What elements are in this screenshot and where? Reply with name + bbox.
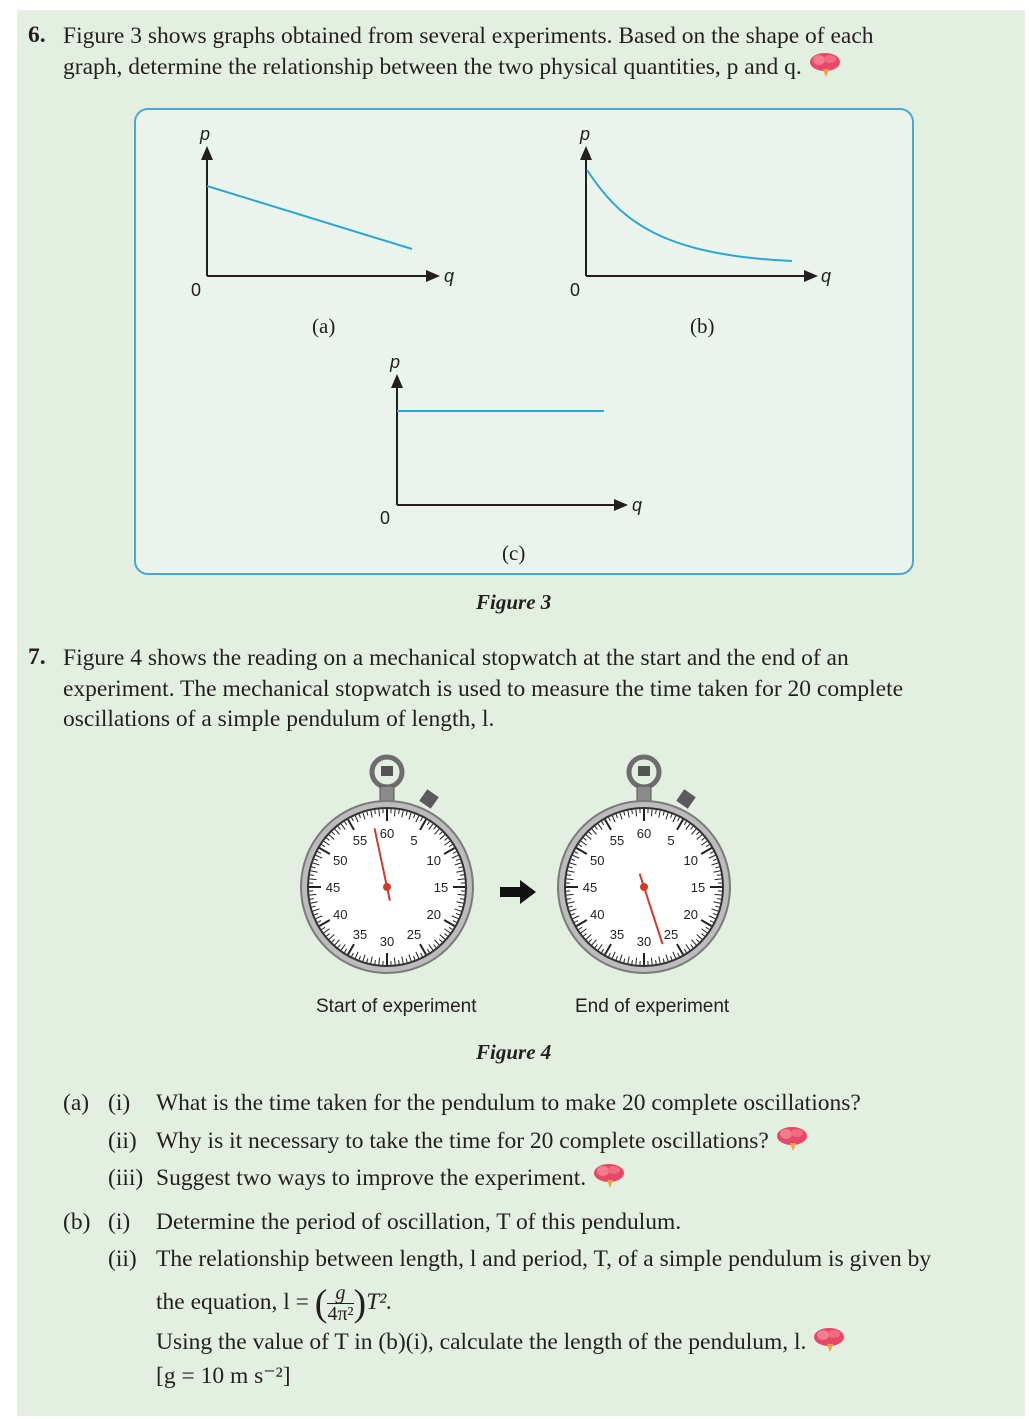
stopwatch-start-tick xyxy=(460,875,464,876)
stopwatch-end-dial-number: 60 xyxy=(636,826,652,841)
equation-prefix: the equation, l = xyxy=(156,1288,309,1315)
stopwatch-start-tick xyxy=(310,875,314,876)
stopwatch-start-dial-number: 10 xyxy=(426,853,441,868)
stopwatch-end-tick xyxy=(567,875,571,876)
graph-c-q-label: q xyxy=(632,495,643,515)
stopwatch-end-dial-number: 40 xyxy=(590,907,605,922)
figure-4-caption: Figure 4 xyxy=(476,1040,552,1064)
stopwatch-end-side-button xyxy=(676,789,695,808)
stopwatch-start-dial-number: 30 xyxy=(379,934,395,949)
graph-c-origin: 0 xyxy=(380,508,391,528)
graph-a-origin: 0 xyxy=(191,280,202,300)
graph-a-y-arrow xyxy=(201,146,213,160)
graph-a-sublabel: (a) xyxy=(312,314,336,338)
q7-b-ii-label: (ii) xyxy=(108,1246,137,1272)
stopwatch-end-dial-number: 55 xyxy=(609,833,625,849)
stopwatch-start-dial-number: 25 xyxy=(406,926,422,942)
q7-a-ii-row xyxy=(156,1126,809,1156)
stopwatch-start-tick xyxy=(375,810,376,814)
q7-b-ii-given: [g = 10 m s⁻²] xyxy=(156,1363,291,1389)
figure-3-caption: Figure 3 xyxy=(476,590,552,614)
stopwatch-start-dial-number: 60 xyxy=(379,826,395,841)
graph-a-q-label: q xyxy=(444,266,455,286)
stopwatch-end-tick xyxy=(717,875,721,876)
stopwatch-start-hub xyxy=(383,883,391,891)
stopwatch-end-crown-cap xyxy=(638,766,650,776)
stopwatch-start xyxy=(296,752,486,988)
q7-number: 7. xyxy=(28,644,46,670)
q6-number: 6. xyxy=(28,22,46,48)
stopwatch-end-dial-number: 10 xyxy=(683,853,698,868)
graph-b xyxy=(580,146,818,282)
graph-b-curve xyxy=(587,170,792,261)
stopwatch-end-tick xyxy=(567,899,571,900)
stopwatch-start-label: Start of experiment xyxy=(316,996,477,1017)
graph-a-x-arrow xyxy=(426,270,440,282)
graph-c xyxy=(391,374,628,511)
brain-icon xyxy=(812,1327,846,1353)
stopwatch-start-dial-number: 5 xyxy=(410,833,418,849)
stopwatch-start-dial-number: 55 xyxy=(352,833,368,849)
stopwatch-end-dial-number: 35 xyxy=(609,926,625,942)
graph-b-sublabel: (b) xyxy=(690,314,715,338)
right-arrow-icon xyxy=(500,880,536,904)
stopwatch-end-tick xyxy=(656,810,657,814)
stopwatch-start-dial-number: 20 xyxy=(426,907,441,922)
graph-c-x-arrow xyxy=(614,499,628,511)
stopwatch-end-dial-number: 20 xyxy=(683,907,698,922)
stopwatch-end-hub xyxy=(640,883,648,891)
q7-line1: Figure 4 shows the reading on a mechanical stopwatch at the start and the end of an xyxy=(63,645,849,671)
stopwatch-start-dial-number: 35 xyxy=(352,926,368,942)
graph-b-q-label: q xyxy=(821,266,832,286)
graph-b-p-label: p xyxy=(580,124,591,144)
stopwatch-end-tick xyxy=(632,810,633,814)
q7-a-iii-row xyxy=(156,1163,626,1193)
q7-b-ii-line3: Using the value of T in (b)(i), calculate the length of the pendulum, l. xyxy=(156,1329,807,1355)
graph-b-x-arrow xyxy=(804,270,818,282)
brain-icon xyxy=(592,1163,626,1189)
stopwatch-start-tick xyxy=(460,899,464,900)
brain-icon xyxy=(775,1126,809,1152)
graph-a xyxy=(201,146,440,282)
q7-b-i-text: Determine the period of oscillation, T of this pendulum. xyxy=(156,1209,682,1235)
stopwatch-start-dial-number: 40 xyxy=(333,907,348,922)
stopwatch-start-tick xyxy=(399,960,400,964)
q7-text xyxy=(63,643,1023,735)
equation-suffix: T². xyxy=(366,1288,393,1315)
q7-a-label: (a) xyxy=(63,1090,90,1116)
q7-a-iii-text: Suggest two ways to improve the experiment. xyxy=(156,1165,587,1191)
stopwatch-start-tick xyxy=(375,960,376,964)
stopwatch-end-tick xyxy=(656,960,657,964)
graph-c-y-arrow xyxy=(391,374,403,388)
stopwatch-end-dial-number: 25 xyxy=(663,926,679,942)
stopwatch-end-dial-number: 5 xyxy=(667,833,675,849)
paren-open: ( xyxy=(314,1282,328,1325)
graph-a-line xyxy=(207,186,412,249)
stopwatch-start-tick xyxy=(310,899,314,900)
q7-line3: oscillations of a simple pendulum of length, l. xyxy=(63,706,495,732)
q7-b-ii-line1: The relationship between length, l and period, T, of a simple pendulum is given by xyxy=(156,1246,932,1272)
stopwatch-end-dial-number: 15 xyxy=(690,880,706,895)
q7-a-ii-label: (ii) xyxy=(108,1128,137,1154)
graph-c-sublabel: (c) xyxy=(502,541,526,565)
fraction-denominator: 4π² xyxy=(327,1303,354,1325)
graph-c-p-label: p xyxy=(390,352,401,372)
graph-b-y-arrow xyxy=(580,146,592,160)
q7-a-i-label: (i) xyxy=(108,1090,131,1116)
stopwatch-start-dial-number: 15 xyxy=(433,880,449,895)
q7-a-ii-text: Why is it necessary to take the time for 20 complete oscillations? xyxy=(156,1128,769,1154)
q7-b-label: (b) xyxy=(63,1209,91,1235)
q6-line2-text: graph, determine the relationship between the two physical quantities, p and q. xyxy=(63,53,802,80)
fraction-numerator: g xyxy=(327,1283,353,1304)
stopwatch-end-dial-number: 50 xyxy=(590,853,605,868)
stopwatch-end-label: End of experiment xyxy=(575,996,730,1017)
stopwatch-start-dial-number: 50 xyxy=(333,853,348,868)
stopwatch-start-crown-cap xyxy=(381,766,393,776)
equation-fraction xyxy=(327,1283,353,1324)
stopwatch-end xyxy=(553,752,743,988)
figure-3-graphs xyxy=(0,0,1029,620)
stopwatch-start-side-button xyxy=(419,789,438,808)
graph-a-p-label: p xyxy=(200,124,211,144)
stopwatch-end-dial-number: 45 xyxy=(582,880,598,895)
paren-close: ) xyxy=(353,1282,367,1325)
stopwatch-end-dial-number: 30 xyxy=(636,934,652,949)
q7-b-ii-line3-row xyxy=(156,1327,846,1357)
q7-line2: experiment. The mechanical stopwatch is used to measure the time taken for 20 complete xyxy=(63,675,904,702)
stopwatch-end-tick xyxy=(717,899,721,900)
stopwatch-end-tick xyxy=(632,960,633,964)
q7-a-i-text: What is the time taken for the pendulum to make 20 complete oscillations? xyxy=(156,1090,861,1116)
q7-b-i-label: (i) xyxy=(108,1209,131,1235)
graph-b-origin: 0 xyxy=(570,280,581,300)
q7-a-iii-label: (iii) xyxy=(108,1165,144,1191)
stopwatch-start-tick xyxy=(399,810,400,814)
q6-line1: Figure 3 shows graphs obtained from several experiments. Based on the shape of each xyxy=(63,23,874,49)
q7-b-ii-equation xyxy=(156,1283,392,1324)
stopwatch-start-dial-number: 45 xyxy=(325,880,341,895)
